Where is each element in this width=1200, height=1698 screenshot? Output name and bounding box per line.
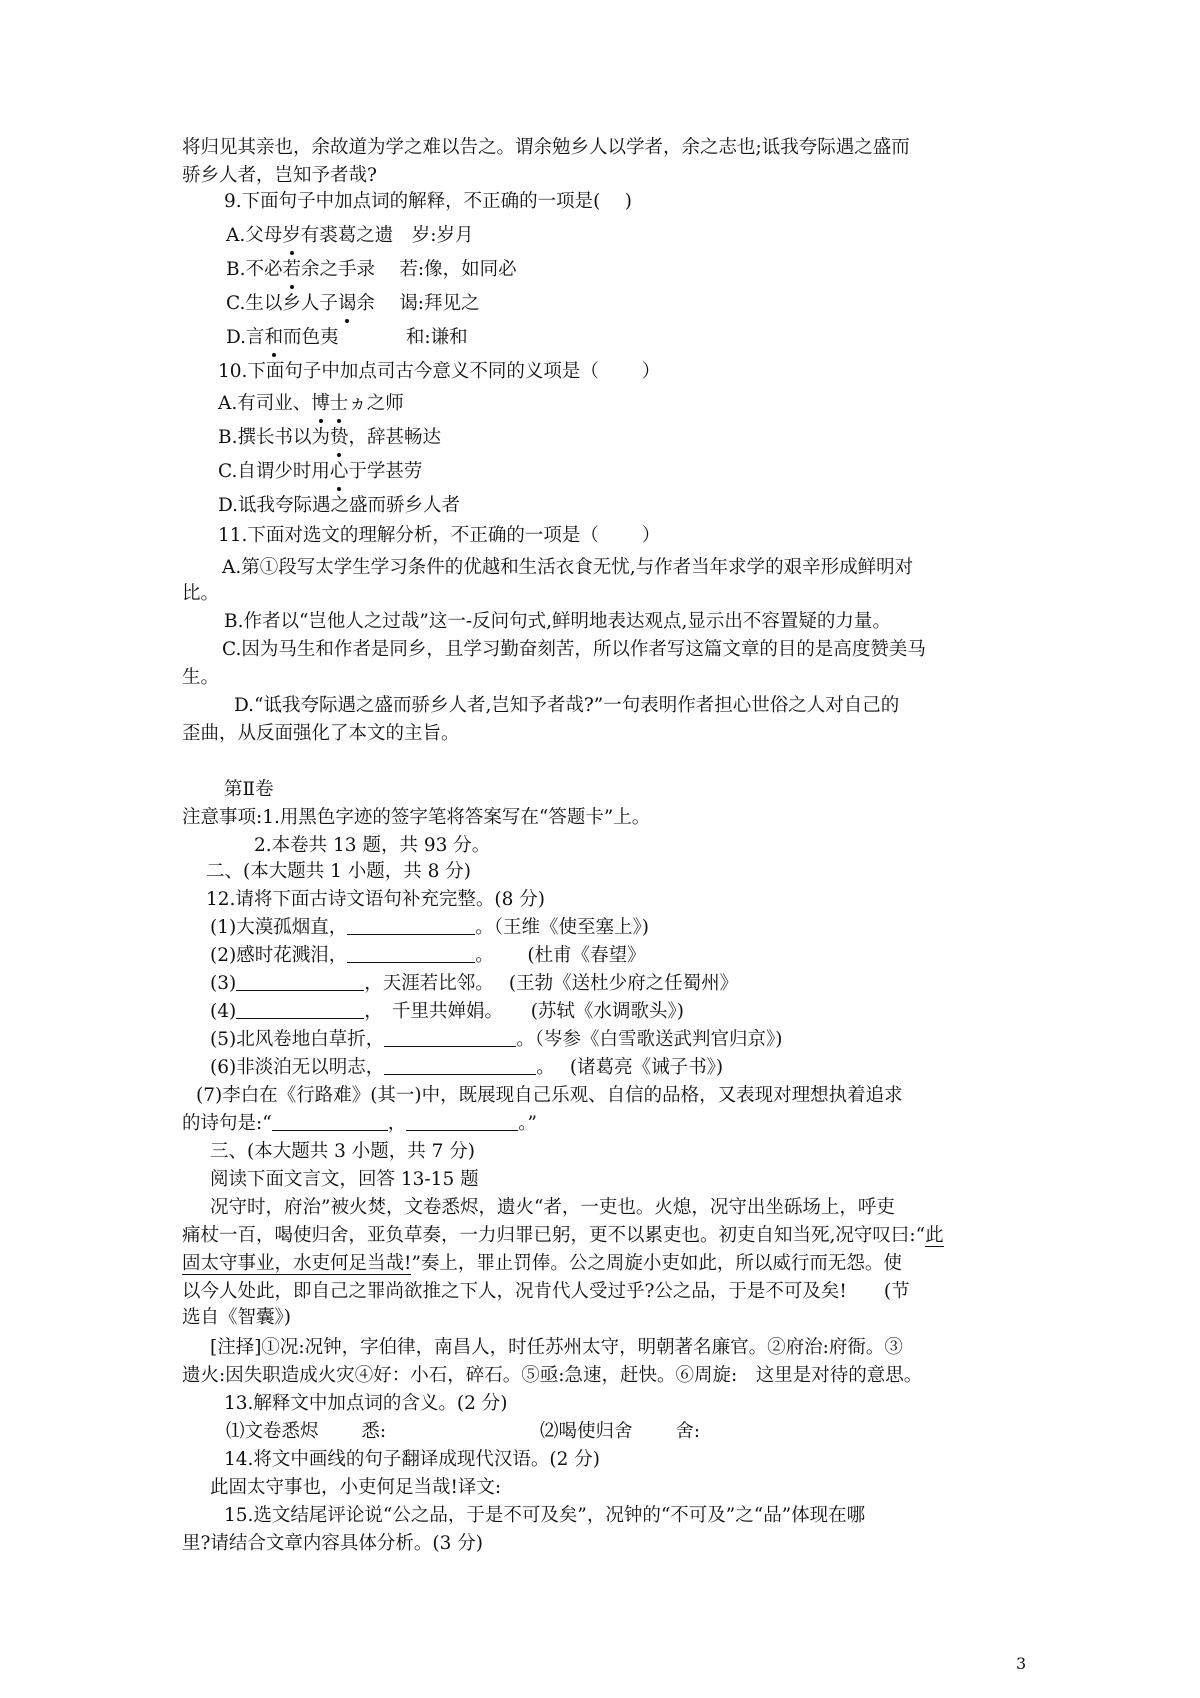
annotation-line: 遗火:因失职造成火灾④好：小石，碎石。⑤亟:急速，赶快。⑥周旋: 这里是对待的意思。 [182,1365,923,1386]
question-11-option-d-cont: 歪曲，从反面强化了本文的主旨。 [182,723,460,744]
question-11-stem: 11.下面对选文的理解分析，不正确的一项是（ ） [218,525,661,546]
question-15-stem: 15.选文结尾评论说“公之品，于是不可及矣”，况钟的“不可及”之“品”体现在哪 [224,1505,866,1526]
question-13-stem: 13.解释文中加点词的含义。(2 分) [224,1393,508,1414]
answer-blank [272,1112,388,1131]
underlined-sentence: 此 [925,1225,944,1246]
poem-item: (7)李白在《行路难》(其一)中，既展现自己乐观、自信的品格，又表现对理想执着追求 [196,1085,903,1106]
question-9-option-b: B.不必若余之手录 若:像，如同必 [226,259,517,280]
passage-line: 将归见其亲也，余故道为学之难以告之。谓余勉乡人以学者，余之志也;诋我夸际遇之盛而 [182,137,910,158]
question-10-option-c: C.自谓少时用心于学甚劳 [218,461,423,482]
dotted-word: 谒 [337,293,357,314]
poem-item: (1)大漠孤烟直， 。（王维《使至塞上》) [210,917,649,938]
poem-item: (5)北风卷地白草折， 。（岑参《白雪歌送武判官归京》) [210,1029,783,1050]
answer-blank [236,972,364,991]
dotted-word: 若 [282,259,301,280]
question-9-option-a: A.父母岁有裘葛之遗 岁:岁月 [226,225,474,246]
dotted-word: 和 [264,327,284,348]
section-3-title: 三、(本大题共 3 小题，共 7 分) [210,1141,475,1162]
classical-passage-line: 选自《智囊》) [182,1307,291,1328]
dotted-word: 贽 [329,427,349,448]
classical-passage-line: 固太守事业，水吏何足当哉!”奏上，罪止罚俸。公之周旋小吏如此，所以威行而无怨。使 [182,1253,902,1274]
note-line: 注意事项:1.用黑色字迹的签字笔将答案写在“答题卡”上。 [182,807,651,828]
question-9-option-d: D.言和而色夷 和:谦和 [226,327,468,348]
classical-passage-line: 痛杖一百，喝使归舍，亚负草奏，一力归罪已躬，更不以累吏也。初吏自知当死,况守叹曰:“此 [182,1225,944,1246]
answer-blank [236,1000,364,1019]
answer-blank [384,1056,536,1075]
part-2-title: 第Ⅱ卷 [224,779,274,800]
question-10-option-a: A.有司业、博士ヵ之师 [218,393,404,414]
classical-passage-line: 况守时，府治”被火焚，文卷悉烬，遗火“者，一吏也。火熄，况守出坐砾场上，呼吏 [210,1197,895,1218]
answer-blank [406,1112,518,1131]
poem-item: (6)非淡泊无以明志， 。 (诸葛亮《诫子书》) [210,1057,724,1078]
question-12-stem: 12.请将下面古诗文语句补充完整。(8 分) [206,889,546,910]
underlined-sentence: 固太守事业，水吏何足当哉! [182,1253,412,1274]
question-11-option-b: B.作者以“岂他人之过哉”这一-反问句式,鲜明地表达观点,显示出不容置疑的力量。 [224,611,891,632]
question-14-stem: 14.将文中画线的句子翻译成现代汉语。(2 分) [224,1449,601,1470]
answer-blank [347,916,475,935]
poem-item: (3) ，天涯若比邻。 (王勃《送杜少府之任蜀州》 [210,973,739,994]
dotted-word: 博 [311,393,330,414]
reading-intro: 阅读下面文言文，回答 13-15 题 [210,1169,479,1190]
poem-item: (2)感时花溅泪， 。 (杜甫《春望》 [210,945,646,966]
dotted-word: 心 [329,461,349,482]
exam-page [182,0,1032,1698]
question-13-items: ⑴文卷悉烬 悉: ⑵喝使归舍 舍: [226,1421,701,1442]
annotation-line: [注择]①况:况钟，字伯律，南昌人，时任苏州太守，明朝著名廉官。②府治:府衙。③ [210,1337,903,1358]
question-15-stem-cont: 里?请结合文章内容具体分析。(3 分) [182,1533,484,1554]
section-2-title: 二、(本大题共 1 小题，共 8 分) [206,861,471,882]
dotted-word: 士 [329,393,349,414]
question-9-option-c: C.生以乡人子谒余 谒:拜见之 [226,293,480,314]
answer-blank [384,1028,516,1047]
question-11-option-a: A.第①段写太学生学习条件的优越和生活衣食无忧,与作者当年求学的艰辛形成鲜明对 [222,557,914,578]
question-10-option-d: D.诋我夸际遇之盛而骄乡人者 [218,495,461,516]
poem-item: (4) ， 千里共婵娟。 (苏轼《水调歌头》) [210,1001,684,1022]
note-line: 2.本卷共 13 题，共 93 分。 [254,835,491,856]
passage-line: 骄乡人者，岂知予者哉? [182,165,377,186]
classical-passage-line: 以今人处此，即自己之罪尚欲推之下人，况肯代人受过乎?公之品，于是不可及矣! (节 [182,1281,910,1302]
page-number: 3 [1016,1654,1027,1673]
question-11-option-c: C.因为马生和作者是同乡，且学习勤奋刻苦，所以作者写这篇文章的目的是高度赞美马 [222,639,926,660]
question-9-stem: 9.下面句子中加点词的解释，不正确的一项是( ) [224,191,632,212]
answer-blank [347,944,475,963]
question-11-option-c-cont: 生。 [182,667,220,688]
question-11-option-a-cont: 比。 [182,583,220,604]
poem-item-cont: 的诗句是:“ ， 。” [182,1113,537,1134]
question-10-option-b: B.撰长书以为贽，辞甚畅达 [218,427,442,448]
question-14-sentence: 此固太守事也，小吏何足当哉!译文: [210,1477,502,1498]
dotted-word: 岁 [282,225,301,246]
question-10-stem: 10.下面句子中加点司古今意义不同的义项是（ ） [218,361,661,382]
question-11-option-d: D.“诋我夸际遇之盛而骄乡人者,岂知予者哉?”一句表明作者担心世俗之人对自己的 [234,695,900,716]
